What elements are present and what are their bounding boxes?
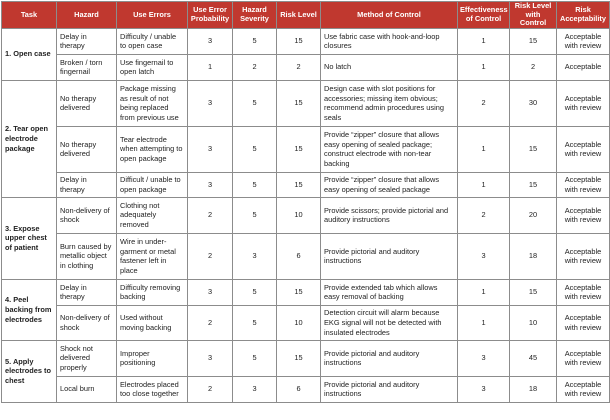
- header-risk-level-with-control: Risk Level with Control: [510, 2, 557, 29]
- use-error-cell: Package missing as result of not being replaced from previous use: [117, 80, 188, 126]
- table-row: [2, 279, 610, 305]
- hazard-cell: Local burn: [57, 376, 117, 402]
- severity-cell: 5: [233, 279, 277, 305]
- hazard-cell: Shock not delivered properly: [57, 340, 117, 376]
- use-error-cell: Difficulty removing backing: [117, 279, 188, 305]
- use-error-cell: Used without moving backing: [117, 305, 188, 340]
- severity-cell: 5: [233, 28, 277, 54]
- effectiveness-cell: 1: [458, 172, 510, 197]
- control-method-cell: Provide pictorial and auditory instructions: [321, 233, 458, 279]
- severity-cell: 3: [233, 233, 277, 279]
- hazard-cell: No therapy delivered: [57, 80, 117, 126]
- hazard-cell: No therapy delivered: [57, 126, 117, 172]
- control-method-cell: Design case with slot positions for accessories; missing item obvious; recommend admin procedures using seals: [321, 80, 458, 126]
- use-error-cell: Wire in under-garment or metal fastener left in place: [117, 233, 188, 279]
- effectiveness-cell: 1: [458, 28, 510, 54]
- hazard-cell: Delay in therapy: [57, 28, 117, 54]
- task-cell: 2. Tear open electrode package: [2, 80, 57, 197]
- header-effectiveness-of-control: Effectiveness of Control: [458, 2, 510, 29]
- table-row: [2, 28, 610, 54]
- control-method-cell: Provide extended tab which allows easy removal of backing: [321, 279, 458, 305]
- risk-with-control-cell: 15: [510, 28, 557, 54]
- table-row: [2, 54, 610, 80]
- severity-cell: 5: [233, 80, 277, 126]
- header-use-errors: Use Errors: [117, 2, 188, 29]
- probability-cell: 3: [188, 340, 233, 376]
- task-cell: 1. Open case: [2, 28, 57, 80]
- hazard-cell: Non-delivery of shock: [57, 305, 117, 340]
- probability-cell: 3: [188, 80, 233, 126]
- control-method-cell: No latch: [321, 54, 458, 80]
- acceptability-cell: Acceptable with review: [557, 279, 610, 305]
- risk-with-control-cell: 20: [510, 197, 557, 233]
- risk-with-control-cell: 15: [510, 126, 557, 172]
- risk-level-cell: 15: [277, 80, 321, 126]
- effectiveness-cell: 3: [458, 233, 510, 279]
- header-task: Task: [2, 2, 57, 29]
- acceptability-cell: Acceptable with review: [557, 376, 610, 402]
- risk-with-control-cell: 30: [510, 80, 557, 126]
- risk-with-control-cell: 18: [510, 376, 557, 402]
- risk-level-cell: 15: [277, 279, 321, 305]
- effectiveness-cell: 1: [458, 305, 510, 340]
- effectiveness-cell: 2: [458, 197, 510, 233]
- hazard-cell: Delay in therapy: [57, 172, 117, 197]
- risk-with-control-cell: 15: [510, 172, 557, 197]
- control-method-cell: Use fabric case with hook-and-loop closures: [321, 28, 458, 54]
- severity-cell: 5: [233, 197, 277, 233]
- task-cell: 3. Expose upper chest of patient: [2, 197, 57, 279]
- table-row: [2, 233, 610, 279]
- effectiveness-cell: 3: [458, 376, 510, 402]
- header-use-error-probability: Use Error Probability: [188, 2, 233, 29]
- probability-cell: 1: [188, 54, 233, 80]
- risk-with-control-cell: 15: [510, 279, 557, 305]
- risk-with-control-cell: 2: [510, 54, 557, 80]
- table-row: [2, 126, 610, 172]
- probability-cell: 2: [188, 233, 233, 279]
- hazard-cell: Non-delivery of shock: [57, 197, 117, 233]
- header-hazard-severity: Hazard Severity: [233, 2, 277, 29]
- table-row: [2, 197, 610, 233]
- task-cell: 5. Apply electrodes to chest: [2, 340, 57, 402]
- acceptability-cell: Acceptable with review: [557, 172, 610, 197]
- hazard-cell: Delay in therapy: [57, 279, 117, 305]
- effectiveness-cell: 1: [458, 126, 510, 172]
- severity-cell: 5: [233, 172, 277, 197]
- effectiveness-cell: 3: [458, 340, 510, 376]
- use-error-cell: Electrodes placed too close together: [117, 376, 188, 402]
- acceptability-cell: Acceptable: [557, 54, 610, 80]
- probability-cell: 3: [188, 279, 233, 305]
- table-row: [2, 376, 610, 402]
- acceptability-cell: Acceptable with review: [557, 80, 610, 126]
- severity-cell: 5: [233, 340, 277, 376]
- effectiveness-cell: 1: [458, 279, 510, 305]
- risk-with-control-cell: 45: [510, 340, 557, 376]
- risk-level-cell: 10: [277, 197, 321, 233]
- control-method-cell: Provide “zipper” closure that allows easy opening of sealed package; construct electrode with non-tear backing: [321, 126, 458, 172]
- probability-cell: 2: [188, 197, 233, 233]
- effectiveness-cell: 2: [458, 80, 510, 126]
- severity-cell: 2: [233, 54, 277, 80]
- header-hazard: Hazard: [57, 2, 117, 29]
- control-method-cell: Provide pictorial and auditory instructions: [321, 376, 458, 402]
- acceptability-cell: Acceptable with review: [557, 197, 610, 233]
- probability-cell: 2: [188, 305, 233, 340]
- risk-level-cell: 15: [277, 172, 321, 197]
- task-cell: 4. Peel backing from electrodes: [2, 279, 57, 340]
- risk-level-cell: 6: [277, 376, 321, 402]
- header-risk-acceptability: Risk Acceptability: [557, 2, 610, 29]
- header-row: [2, 2, 610, 29]
- severity-cell: 3: [233, 376, 277, 402]
- acceptability-cell: Acceptable with review: [557, 233, 610, 279]
- table-row: [2, 172, 610, 197]
- use-error-cell: Difficult / unable to open package: [117, 172, 188, 197]
- probability-cell: 3: [188, 172, 233, 197]
- control-method-cell: Provide pictorial and auditory instructions: [321, 340, 458, 376]
- risk-level-cell: 10: [277, 305, 321, 340]
- probability-cell: 3: [188, 126, 233, 172]
- use-error-cell: Difficulty / unable to open case: [117, 28, 188, 54]
- control-method-cell: Provide scissors; provide pictorial and auditory instructions: [321, 197, 458, 233]
- probability-cell: 2: [188, 376, 233, 402]
- header-risk-level: Risk Level: [277, 2, 321, 29]
- severity-cell: 5: [233, 126, 277, 172]
- acceptability-cell: Acceptable with review: [557, 28, 610, 54]
- control-method-cell: Detection circuit will alarm because EKG signal will not be detected with insulated electrodes: [321, 305, 458, 340]
- control-method-cell: Provide “zipper” closure that allows easy opening of sealed package: [321, 172, 458, 197]
- severity-cell: 5: [233, 305, 277, 340]
- risk-level-cell: 15: [277, 340, 321, 376]
- risk-with-control-cell: 18: [510, 233, 557, 279]
- effectiveness-cell: 1: [458, 54, 510, 80]
- risk-level-cell: 15: [277, 126, 321, 172]
- acceptability-cell: Acceptable with review: [557, 126, 610, 172]
- risk-with-control-cell: 10: [510, 305, 557, 340]
- use-error-cell: Clothing not adequately removed: [117, 197, 188, 233]
- hazard-cell: Broken / torn fingernail: [57, 54, 117, 80]
- hazard-cell: Burn caused by metallic object in clothing: [57, 233, 117, 279]
- header-method-of-control: Method of Control: [321, 2, 458, 29]
- table-row: [2, 340, 610, 376]
- risk-level-cell: 2: [277, 54, 321, 80]
- table-row: [2, 305, 610, 340]
- risk-level-cell: 15: [277, 28, 321, 54]
- risk-analysis-table: [1, 1, 610, 403]
- acceptability-cell: Acceptable with review: [557, 340, 610, 376]
- use-error-cell: Improper positioning: [117, 340, 188, 376]
- use-error-cell: Use fingernail to open latch: [117, 54, 188, 80]
- use-error-cell: Tear electrode when attempting to open package: [117, 126, 188, 172]
- probability-cell: 3: [188, 28, 233, 54]
- risk-level-cell: 6: [277, 233, 321, 279]
- table-row: [2, 80, 610, 126]
- acceptability-cell: Acceptable with review: [557, 305, 610, 340]
